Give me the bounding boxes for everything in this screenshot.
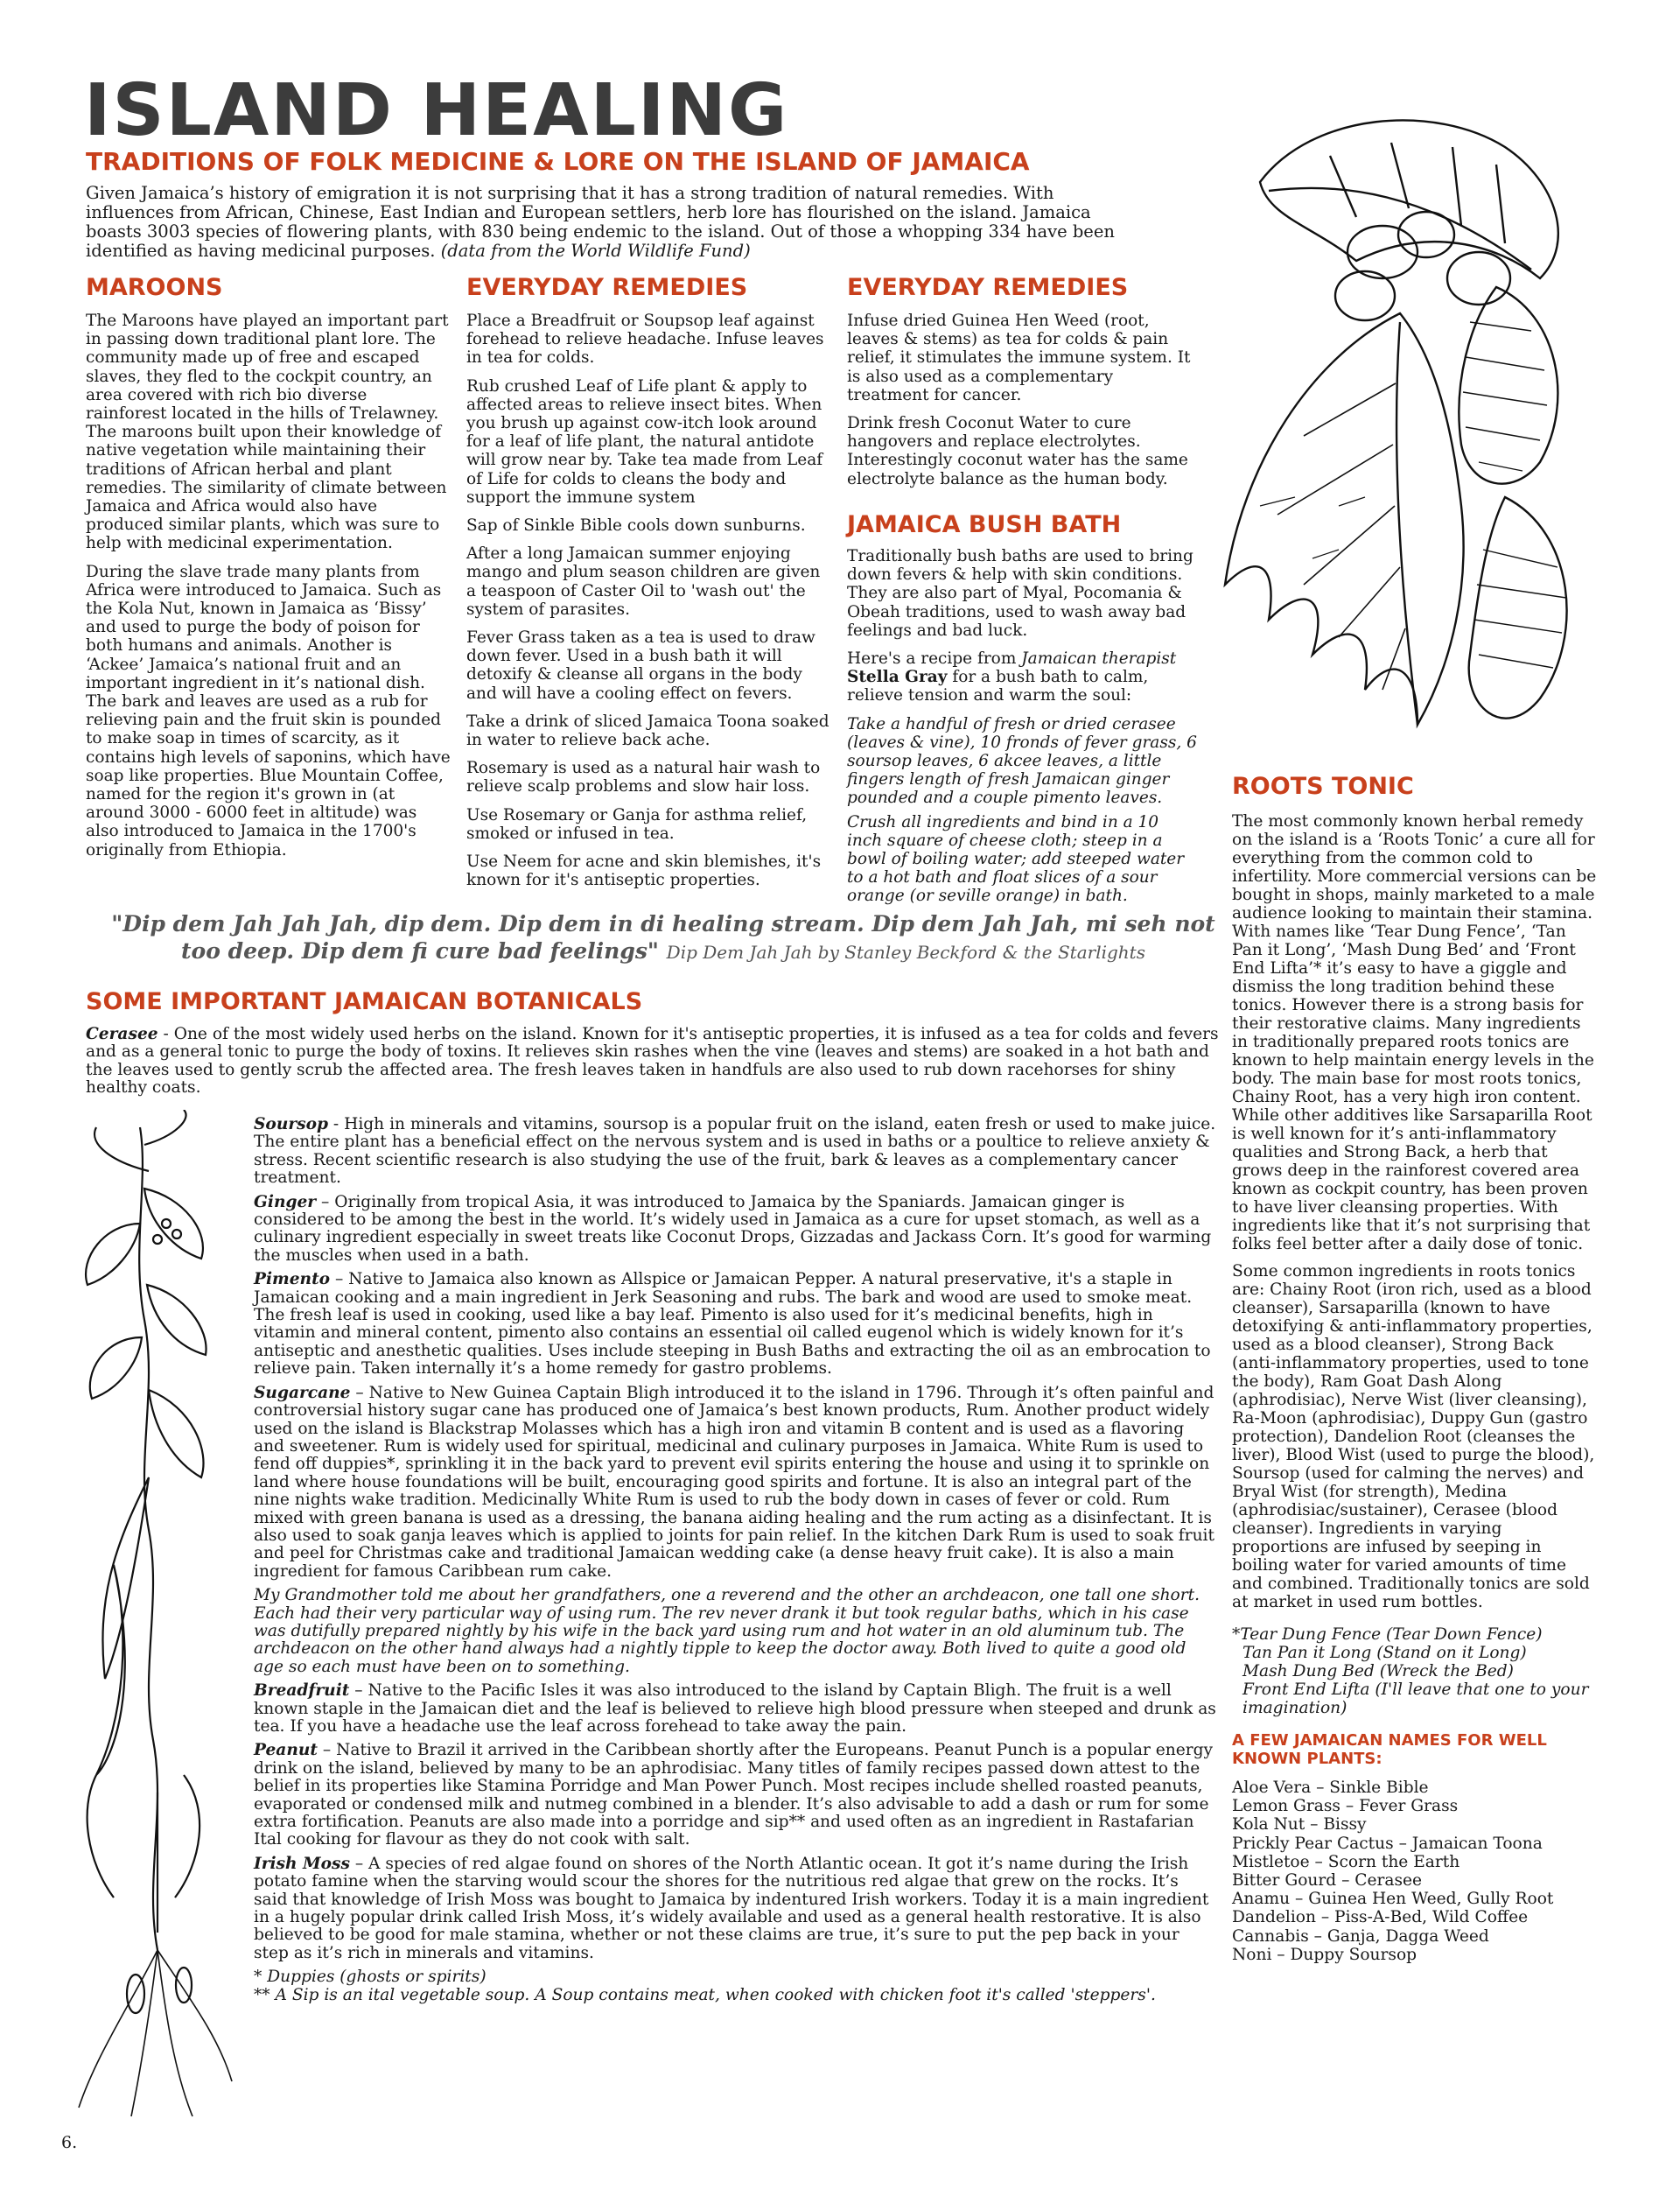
- list-item: Dandelion – Piss-A-Bed, Wild Coffee: [1232, 1908, 1529, 1927]
- botanical-entry: Pimento – Native to Jamaica also known as Allspice or Jamaican Pepper. A natural preservative, it's a staple in Jamaican cooking and a main ingredient in Jerk Seasoning and rubs. The bark and wood are used to smoke meat. The fresh leaf is used in cooking, used like a bay leaf. Pimento is also used for it’s medicinal benefits, high in vitamin and mineral content, pimento also contains an essential oil called eugenol which is widely known for it’s antiseptic and anesthetic qualities. Uses include steeping in Bush Baths and extracting the oil as an embrocation to relieve pain. Taken internally it’s a home remedy for gastro problems.: [254, 1270, 1211, 1379]
- list-item: Prickly Pear Cactus – Jamaican Toona: [1232, 1834, 1543, 1853]
- anecdote: My Grandmother told me about her grandfathers, one a reverend and the other an archdeacon, one tall one short. Each had their very particular way of using rum. The rev never drank it but took regular baths, which in his case was dutifully prepared nightly by his wife in the back yard using rum and hot water in an old aluminum tub. The archdeacon on the other hand always had a nightly tipple to keep the doctor away. Both lived to quite a good old age so each must have been on to something.: [254, 1586, 1200, 1676]
- remedy-item: Use Rosemary or Ganja for asthma relief, smoked or infused in tea.: [466, 805, 808, 843]
- sugarcane-illustration: [61, 1110, 236, 2125]
- intro-source: (data from the World Wildlife Fund): [440, 241, 751, 261]
- fruit-shape: [1459, 287, 1558, 484]
- remedy-item: Rosemary is used as a natural hair wash to relieve scalp problems and slow hair loss.: [466, 759, 821, 796]
- plant-names-heading: A FEW JAMAICAN NAMES FOR WELL KNOWN PLANTS:: [1232, 1731, 1547, 1768]
- remedy-item: Rub crushed Leaf of Life plant & apply to affected areas to relieve insect bites. When you brush up against cow-itch look around for a leaf of life plant, the natural antidote will grow near by. Take tea made from Leaf of Life for colds to cleans the body and support the immune system: [466, 376, 823, 507]
- monstera-leaf: [1225, 313, 1464, 725]
- bush-bath-recipe-ingredients: Take a handful of fresh or dried cerasee (leaves & vine), 10 fronds of fever grass, 6 soursop leaves, 6 akcee leaves, a little fingers length of fresh Jamaican ginger pounded and a couple pimento leaves.: [847, 714, 1197, 808]
- song-quote: "Dip dem Jah Jah Jah, dip dem. Dip dem in di healing stream. Dip dem Jah Jah, mi seh not too deep. Dip dem fi cure bad feelings" Dip Dem Jah Jah by Stanley Beckford & the Starlights: [111, 911, 1215, 964]
- page-title: ISLAND HEALING: [84, 69, 789, 152]
- remedy-item: Take a drink of sliced Jamaica Toona soaked in water to relieve back ache.: [466, 712, 830, 750]
- everyday-remedies-heading-1: EVERYDAY REMEDIES: [466, 274, 748, 301]
- botanical-entry: Sugarcane – Native to New Guinea Captain Bligh introduced it to the island in 1796. Through it’s often painful and controversial history sugar cane has produced one of Jamaica’s best known products, Rum. Another product widely used on the island is Blackstrap Molasses which has a high iron and vitamin B content and is used as a flavoring and sweetener. Rum is widely used for spiritual, medicinal and culinary purposes in Jamaica. White Rum is used to fend off duppies*, sprinkling it in the back yard to prevent evil spirits entering the house and using it to sprinkle on land where house foundations will be built, encouraging good spirits and fortune. It is also an integral part of the nine nights wake tradition. Medicinally White Rum is used to rub the body down in cases of fever or cold. Rum mixed with green banana is used as a dressing, the banana aiding healing and the rum acting as a disinfectant. It is also used to soak ganja leaves which is applied to joints for pain relief. In the kitchen Dark Rum is used to soak fruit and peel for Christmas cake and traditional Jamaican wedding cake (a dense heavy fruit cake). It is also a main ingredient for famous Caribbean rum cake.: [254, 1383, 1214, 1581]
- bush-bath-recipe-intro: Here's a recipe from Jamaican therapist Stella Gray for a bush bath to calm, relieve tension and warm the soul:: [847, 649, 1177, 705]
- leaf-shape: [149, 1390, 204, 1477]
- botanical-entry: Breadfruit – Native to the Pacific Isles it was also introduced to the island by Captain Bligh. The fruit is a well known staple in the Jamaican diet and the leaf is believed to relieve high blood pressure when steeped and drunk as tea. If you have a headache use the leaf across forehead to take away the pain.: [254, 1681, 1216, 1736]
- roots-notes: *Tear Dung Fence (Tear Down Fence) Tan Pan it Long (Stand on it Long) Mash Dung Bed (Wreck the Bed) Front End Lifta (I'll leave that one to your imagination): [1232, 1625, 1589, 1717]
- leaf-shape: [96, 1565, 125, 1775]
- roots-tonic-column: [1232, 812, 1600, 1964]
- remedy-item: Infuse dried Guinea Hen Weed (root, leaves & stems) as tea for colds & pain relief, it stimulates the immune system. It is also used as a complementary treatment for cancer.: [847, 312, 1191, 404]
- page-subtitle: TRADITIONS OF FOLK MEDICINE & LORE ON THE ISLAND OF JAMAICA: [86, 147, 1030, 176]
- list-item: Mistletoe – Scorn the Earth: [1232, 1852, 1460, 1871]
- roots-tonic-heading: ROOTS TONIC: [1232, 773, 1414, 800]
- remedy-item: Fever Grass taken as a tea is used to draw down fever. Used in a bush bath it will detoxify & cleanse all organs in the body and will have a cooling effect on fevers.: [466, 628, 816, 703]
- leaf-shape: [86, 1224, 140, 1285]
- list-item: Anamu – Guinea Hen Weed, Gully Root: [1232, 1890, 1554, 1909]
- quote-attribution: Dip Dem Jah Jah by Stanley Beckford & the Starlights: [666, 942, 1145, 963]
- maroons-paragraph-2: During the slave trade many plants from Africa were introduced to Jamaica. Such as the Kola Nut, known in Jamaica as ‘Bissy’ and used to purge the body of poison for both humans and animals. Another is ‘Ackee’ Jamaica’s national fruit and an important ingredient in it’s national dish. The bark and leaves are used as a rub for relieving pain and the fruit skin is pounded to make soap in times of scarcity, as it contains high levels of saponins, which have soap like properties. Blue Mountain Coffee, named for the region it's grown in (at around 3000 - 6000 feet in altitude) was also introduced to Jamaica in the 1700's originally from Ethiopia.: [86, 562, 451, 859]
- roots-paragraph-1: The most commonly known herbal remedy on the island is a ‘Roots Tonic’ a cure all for everything from the common cold to infertility. More commercial versions can be bought in shops, mainly marketed to a male audience looking to maintain their stamina. With names like ‘Tear Dung Fence’, ‘Tan Pan it Long’, ‘Mash Dung Bed’ and ‘Front End Lifta’* it’s easy to have a giggle and dismiss the long tradition behind these tonics. However there is a strong basis for their restorative claims. Many ingredients in traditionally prepared roots tonics are known to help maintain energy levels in the body. The main base for most roots tonics, Chainy Root, has a very high iron content. While other additives like Sarsaparilla Root is well known for it’s anti-inflammatory qualities and Strong Back, a herb that grows deep in the rainforest covered area known as cockpit country, has been proven to have liver cleansing properties. With ingredients like that it’s not surprising that folks feel better after a daily dose of tonic.: [1232, 812, 1597, 1253]
- footnote: ** A Sip is an ital vegetable soup. A Soup contains meat, when cooked with chicken foot it's called 'steppers'.: [254, 1985, 1156, 2004]
- plant-names-list: [1232, 1779, 1600, 1964]
- roots-paragraph-2: Some common ingredients in roots tonics are: Chainy Root (iron rich, used as a blood cleanser), Sarsaparilla (known to have detoxifying & anti-inflammatory properties, used as a blood cleanser), Strong Back (anti-inflammatory properties, used to tone the body), Ram Goat Dash Along (aphrodisiac), Nerve Wist (liver cleansing), Ra-Moon (aphrodisiac), Duppy Gun (gastro protection), Dandelion Root (cleanses the liver), Blood Wist (used to purge the blood), Soursop (used for calming the nerves) and Bryal Wist (for strength), Medina (aphrodisiac/sustainer), Cerasee (blood cleanser). Ingredients in varying proportions are infused by seeping in boiling water for varied amounts of time and combined. Traditionally tonics are sold at market in used rum bottles.: [1232, 1262, 1595, 1611]
- intro-paragraph: Given Jamaica’s history of emigration it is not surprising that it has a strong tradition of natural remedies. With influences from African, Chinese, East Indian and European settlers, herb lore has flourished on the island. Jamaica boasts 3003 species of flowering plants, with 830 being endemic to the island. Out of those a whopping 334 have been identified as having medicinal purposes. (data from the World Wildlife Fund): [86, 183, 1115, 261]
- leaf-shape: [102, 1477, 149, 1679]
- botanicals-list: [254, 1116, 1216, 2004]
- cerasee-entry: Cerasee - One of the most widely used herbs on the island. Known for it's antiseptic properties, it is infused as a tea for colds and fevers and as a general tonic to purge the body of toxins. It relieves skin rashes when the vine (leaves and stems) are soaked in a hot bath and the leaves used to gently scrub the affected area. The fresh leaves taken in handfuls are also used to rub down racehorses for shiny healthy coats.: [86, 1025, 1219, 1098]
- remedy-item: Place a Breadfruit or Soupsop leaf against forehead to relieve headache. Infuse leaves in tea for colds.: [466, 312, 824, 368]
- stalk-shape: [139, 1127, 158, 1950]
- botanical-entry: Soursop - High in minerals and vitamins, soursop is a popular fruit on the island, eaten fresh or used to make juice. The entire plant has a beneficial effect on the nervous system and is used in baths or a poultice to relieve anxiety & stress. Recent scientific research is also studying the use of the fruit, bark & leaves as a complementary cancer treatment.: [254, 1115, 1216, 1188]
- everyday-remedies-column-2: [847, 312, 1197, 498]
- remedy-item: Drink fresh Coconut Water to cure hangovers and replace electrolytes. Interestingly coconut water has the same electrolyte balance as the human body.: [847, 414, 1188, 488]
- bush-bath-column: [847, 547, 1199, 916]
- maroons-heading: MAROONS: [86, 274, 223, 301]
- bush-bath-recipe-method: Crush all ingredients and bind in a 10 inch square of cheese cloth; steep in a bowl of boiling water; add steeped water to a hot bath and float slices of a sour orange (or seville orange) in bath.: [847, 812, 1185, 906]
- list-item: Aloe Vera – Sinkle Bible: [1232, 1779, 1429, 1797]
- page-number: 6.: [61, 2133, 78, 2152]
- leaf-shape: [144, 1189, 203, 1259]
- everyday-remedies-column-1: [466, 312, 832, 899]
- footnote: * Duppies (ghosts or spirits): [254, 1968, 486, 1987]
- leaf-shape: [147, 1285, 206, 1355]
- bush-bath-heading: JAMAICA BUSH BATH: [847, 511, 1122, 538]
- fruit-shape: [1469, 497, 1567, 719]
- bush-bath-paragraph: Traditionally bush baths are used to bring down fevers & help with skin conditions. They are also part of Myal, Pocomania & Obeah traditions, used to wash away bad feelings and bad luck.: [847, 547, 1194, 640]
- remedy-item: Sap of Sinkle Bible cools down sunburns.: [466, 516, 806, 536]
- botanicals-heading: SOME IMPORTANT JAMAICAN BOTANICALS: [86, 988, 643, 1015]
- list-item: Bitter Gourd – Cerasee: [1232, 1871, 1423, 1891]
- botanical-entry: Ginger – Originally from tropical Asia, it was introduced to Jamaica by the Spaniards. Jamaican ginger is considered to be among the best in the world. It’s widely used in Jamaica as a cure for upset stomach, as well as a culinary ingredient especially in sweet treats like Coconut Drops, Gizzadas and Jackass Corn. It’s good for warming the muscles when used in a bath.: [254, 1192, 1212, 1265]
- remedy-item: Use Neem for acne and skin blemishes, it's known for it's antiseptic properties.: [466, 852, 822, 890]
- list-item: Cannabis – Ganja, Dagga Weed: [1232, 1926, 1489, 1946]
- remedy-item: After a long Jamaican summer enjoying mango and plum season children are given a teaspoon of Caster Oil to 'wash out' the system of parasites.: [466, 544, 821, 619]
- everyday-remedies-heading-2: EVERYDAY REMEDIES: [847, 274, 1129, 301]
- list-item: Noni – Duppy Soursop: [1232, 1945, 1418, 1964]
- maroons-paragraph-1: The Maroons have played an important part in passing down traditional plant lore. The community made up of free and escaped slaves, they fled to the cockpit country, an area covered with rich bio diverse rainforest located in the hills of Trelawney. The maroons built upon their knowledge of native vegetation while maintaining their traditions of African herbal and plant remedies. The similarity of climate between Jamaica and Africa would also have produced similar plants, which was sure to help with medicinal experimentation.: [86, 312, 449, 553]
- list-item: Lemon Grass – Fever Grass: [1232, 1797, 1459, 1816]
- breadfruit-illustration: [1208, 95, 1592, 786]
- maroons-column: [86, 312, 452, 869]
- leaf-shape: [90, 1337, 142, 1399]
- botanical-entry: Peanut – Native to Brazil it arrived in the Caribbean shortly after the Europeans. Peanut Punch is a popular energy drink on the island, believed by many to be an aphrodisiac. Many titles of family recipes passed down attest to the belief in its properties like Stamina Porridge and Man Power Punch. Most recipes include shelled roasted peanuts, evaporated or condensed milk and nutmeg combined in a blender. It’s also advisable to add a dash or rum for some extra fortification. Peanuts are also made into a porridge and sip** and used often as an ingredient in Rastafarian Ital cooking for flavour as they do not cook with salt.: [254, 1741, 1214, 1849]
- leaf-shape: [1260, 120, 1558, 278]
- botanical-entry: Irish Moss – A species of red algae found on shores of the North Atlantic ocean. It got it’s name during the Irish potato famine when the starving would scour the shores for the nutritious red algae that grew on the rocks. It’s said that knowledge of Irish Moss was bought to Jamaica by indentured Irish workers. Today it is a main ingredient in a hugely popular drink called Irish Moss, it’s widely available and used as a general health restorative. It is also believed to be good for male stamina, whether or not these claims are true, it’s sure to put the pep back in your step as it’s rich in minerals and vitamins.: [254, 1854, 1209, 1962]
- list-item: Kola Nut – Bissy: [1232, 1815, 1367, 1835]
